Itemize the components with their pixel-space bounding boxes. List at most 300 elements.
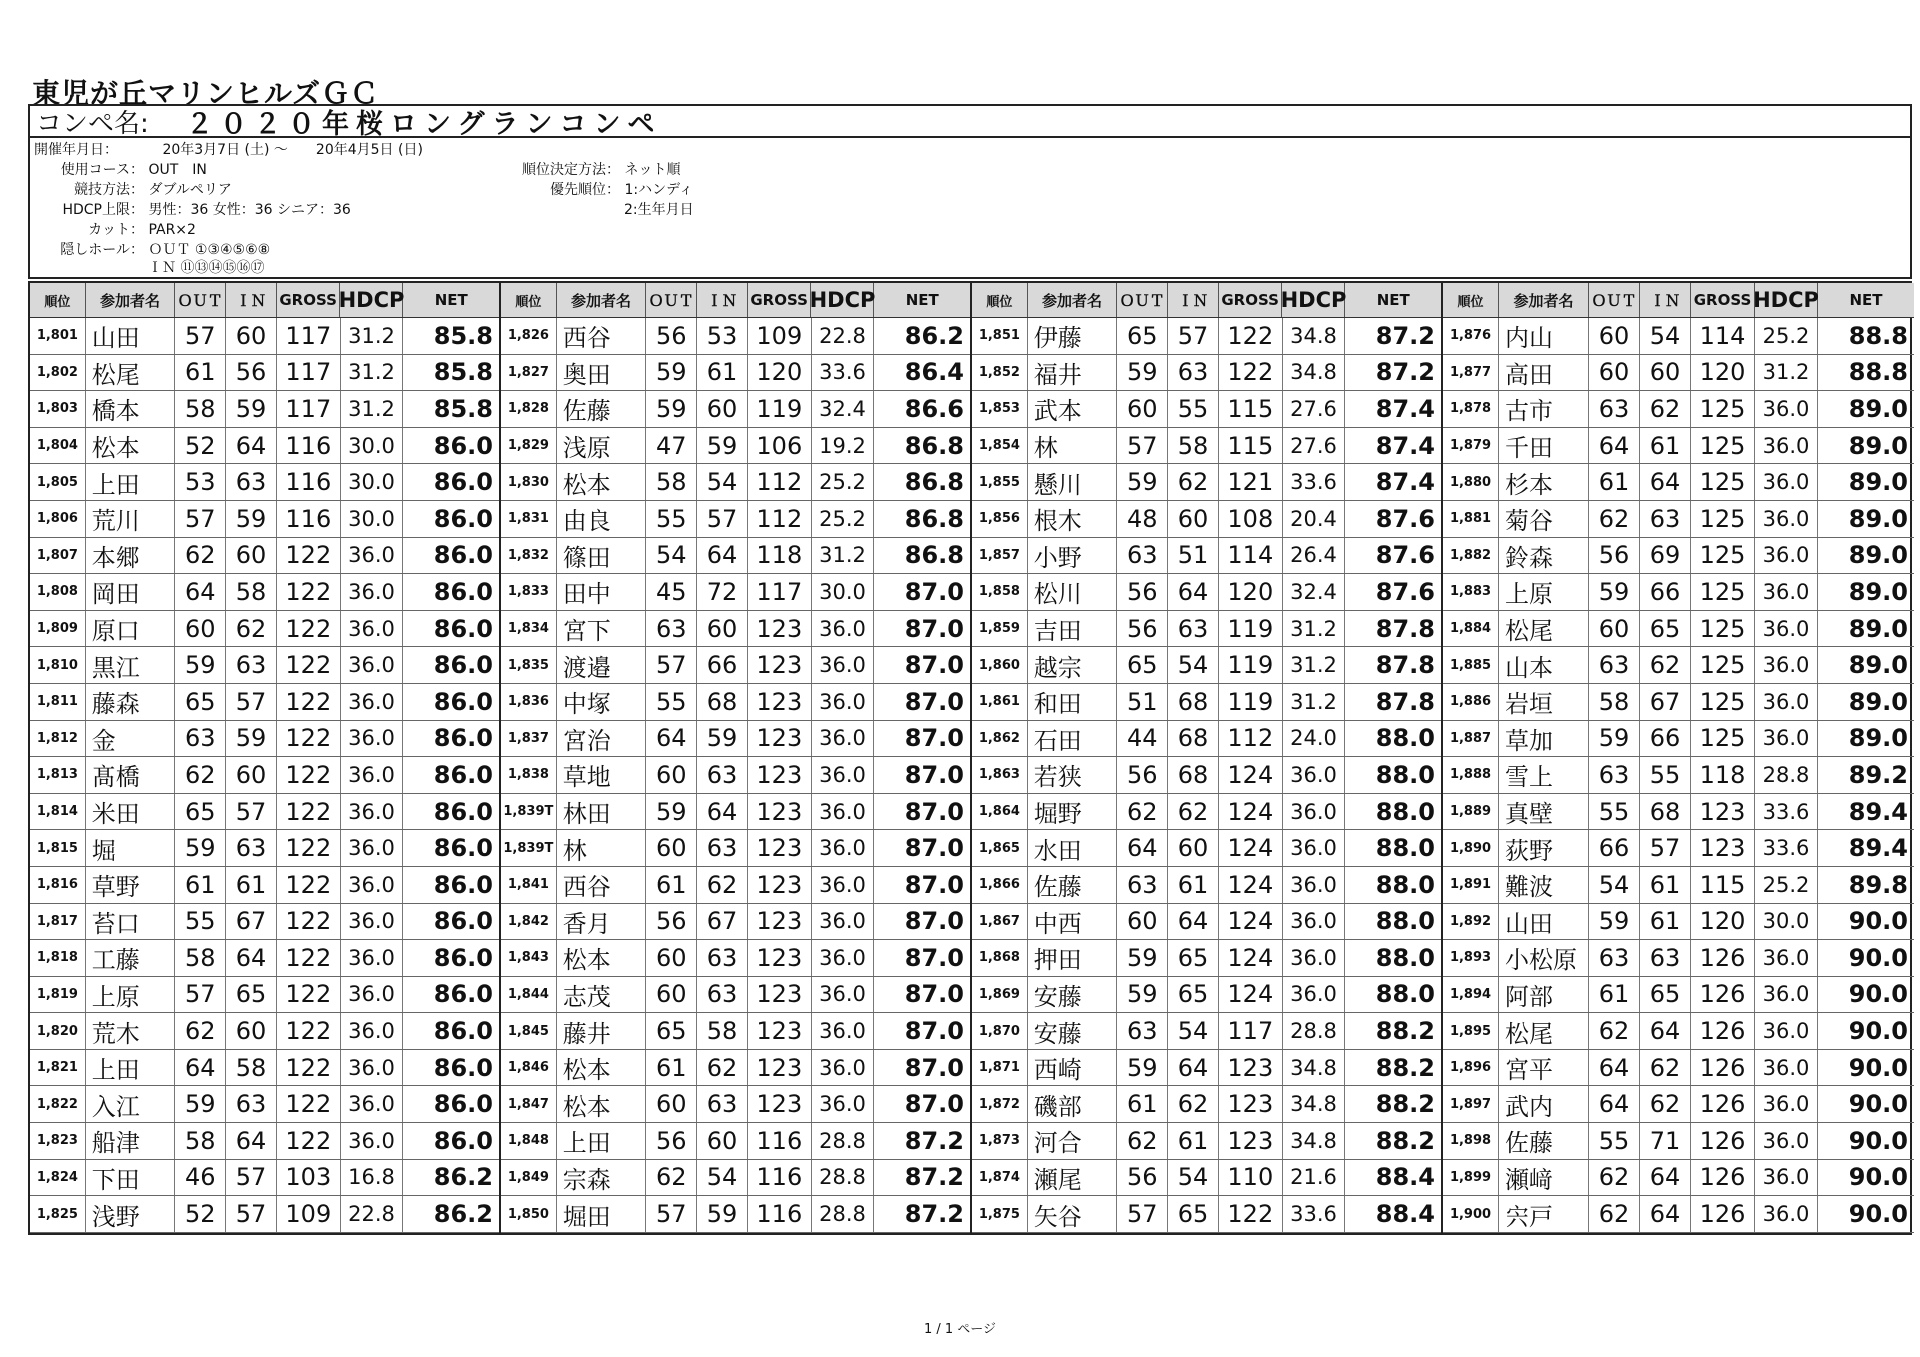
- cell-name: 小松原: [1499, 940, 1589, 976]
- cell-out: 56: [646, 904, 697, 940]
- table-row: [1443, 647, 1914, 684]
- cell-out: 65: [1117, 318, 1168, 354]
- cell-out: 62: [175, 538, 226, 574]
- cell-rank: 1,805: [30, 464, 86, 500]
- cell-net: 88.0: [1375, 724, 1435, 753]
- cell-gross: 119: [1219, 684, 1283, 720]
- cell-out: 59: [175, 647, 226, 683]
- table-row: [30, 501, 499, 538]
- cell-out: 63: [1589, 757, 1640, 793]
- cell-name: 安藤: [1028, 977, 1118, 1013]
- cell-gross: 117: [277, 318, 341, 354]
- table-row: [1443, 1013, 1914, 1050]
- cell-rank: 1,879: [1443, 428, 1499, 464]
- cell-net: 87.0: [904, 1017, 964, 1046]
- cell-name: 松尾: [1499, 611, 1589, 647]
- cell-gross: 123: [748, 1050, 812, 1086]
- cell-rank: 1,825: [30, 1196, 86, 1232]
- table-row: [30, 464, 499, 501]
- cell-out: 64: [1117, 830, 1168, 866]
- table-row: [501, 1013, 970, 1050]
- cell-rank: 1,835: [501, 647, 557, 683]
- cell-net: 88.0: [1375, 980, 1435, 1009]
- cell-hdcp: 36.0: [812, 940, 875, 976]
- cell-gross: 109: [748, 318, 812, 354]
- page-footer: 1 / 1 ページ: [923, 1322, 997, 1337]
- table-row: [30, 574, 499, 611]
- cell-in: 68: [1168, 757, 1219, 793]
- cell-out: 59: [175, 1086, 226, 1122]
- cell-rank: 1,851: [972, 318, 1028, 354]
- cell-rank: 1,862: [972, 721, 1028, 757]
- competition-name: ２０２０年桜ロングランコンペ: [186, 108, 662, 140]
- table-row: [1443, 501, 1914, 538]
- cell-hdcp: 24.0: [1283, 721, 1346, 757]
- cell-hdcp: 36.0: [812, 1086, 875, 1122]
- cell-out: 59: [1589, 574, 1640, 610]
- cell-hdcp: 36.0: [812, 830, 875, 866]
- cell-gross: 123: [748, 830, 812, 866]
- cell-gross: 126: [1691, 1050, 1755, 1086]
- cell-name: 岡田: [86, 574, 176, 610]
- cell-in: 59: [226, 501, 277, 537]
- cell-gross: 122: [1219, 318, 1283, 354]
- cell-hdcp: 36.0: [1755, 1050, 1818, 1086]
- cell-hdcp: 33.6: [1755, 794, 1818, 830]
- cell-out: 44: [1117, 721, 1168, 757]
- cell-net: 89.0: [1848, 541, 1908, 570]
- cell-out: 54: [1589, 867, 1640, 903]
- cell-name: 瀬﨑: [1499, 1160, 1589, 1196]
- cell-in: 65: [1640, 611, 1691, 647]
- cell-gross: 103: [277, 1160, 341, 1196]
- cell-out: 60: [646, 830, 697, 866]
- cell-rank: 1,887: [1443, 721, 1499, 757]
- table-row: [972, 1123, 1441, 1160]
- cell-out: 57: [175, 501, 226, 537]
- table-row: [1443, 830, 1914, 867]
- cell-net: 86.0: [433, 687, 493, 716]
- cell-hdcp: 31.2: [1755, 355, 1818, 391]
- header-net: NET: [1849, 291, 1883, 309]
- cell-gross: 126: [1691, 1086, 1755, 1122]
- cell-rank: 1,868: [972, 940, 1028, 976]
- table-row: [1443, 538, 1914, 575]
- cell-gross: 115: [1219, 428, 1283, 464]
- cell-net: 88.2: [1375, 1090, 1435, 1119]
- cell-name: 荒木: [86, 1013, 176, 1049]
- cell-hdcp: 36.0: [1755, 538, 1818, 574]
- cell-in: 60: [697, 391, 748, 427]
- cell-name: 若狭: [1028, 757, 1118, 793]
- cell-gross: 122: [277, 611, 341, 647]
- cell-rank: 1,826: [501, 318, 557, 354]
- cell-in: 54: [1640, 318, 1691, 354]
- hidden-label: 隠しホール：: [60, 242, 144, 258]
- cell-name: 福井: [1028, 355, 1118, 391]
- cell-gross: 112: [748, 464, 812, 500]
- table-row: [30, 428, 499, 465]
- priority-row: [470, 179, 693, 199]
- cell-rank: 1,892: [1443, 904, 1499, 940]
- cell-rank: 1,823: [30, 1123, 86, 1159]
- cell-in: 67: [226, 904, 277, 940]
- cell-out: 62: [1589, 1196, 1640, 1232]
- table-row: [972, 318, 1441, 355]
- cell-out: 57: [1117, 1196, 1168, 1232]
- header-name: 参加者名: [557, 283, 647, 317]
- table-row: [972, 391, 1441, 428]
- cell-hdcp: 28.8: [1755, 757, 1818, 793]
- cell-in: 57: [226, 794, 277, 830]
- cell-net: 87.2: [904, 1200, 964, 1229]
- cell-in: 60: [1168, 830, 1219, 866]
- cell-out: 60: [646, 977, 697, 1013]
- cell-in: 57: [1640, 830, 1691, 866]
- cell-in: 58: [226, 574, 277, 610]
- cell-net: 86.0: [433, 907, 493, 936]
- cell-name: 荻野: [1499, 830, 1589, 866]
- cell-hdcp: 33.6: [1283, 1196, 1346, 1232]
- cell-rank: 1,824: [30, 1160, 86, 1196]
- cell-net: 88.0: [1375, 797, 1435, 826]
- cell-hdcp: 28.8: [812, 1196, 875, 1232]
- cell-gross: 120: [1691, 355, 1755, 391]
- cell-name: 高田: [1499, 355, 1589, 391]
- cell-out: 60: [1589, 611, 1640, 647]
- course-label: 使用コース：: [60, 162, 144, 178]
- cell-hdcp: 36.0: [812, 1050, 875, 1086]
- table-row: [1443, 977, 1914, 1014]
- cell-name: 宮平: [1499, 1050, 1589, 1086]
- cell-net: 86.0: [433, 943, 493, 972]
- cell-in: 63: [1640, 501, 1691, 537]
- cell-rank: 1,870: [972, 1013, 1028, 1049]
- dates-row: [34, 139, 423, 159]
- cell-net: 85.8: [433, 358, 493, 387]
- cell-rank: 1,812: [30, 721, 86, 757]
- header-name: 参加者名: [1028, 283, 1118, 317]
- cell-in: 57: [1168, 318, 1219, 354]
- cell-name: 堀野: [1028, 794, 1118, 830]
- competition-box: [28, 104, 1912, 138]
- header-row: [1443, 283, 1914, 318]
- cell-gross: 116: [748, 1160, 812, 1196]
- cell-out: 57: [646, 647, 697, 683]
- cell-in: 63: [697, 757, 748, 793]
- cell-in: 61: [226, 867, 277, 903]
- cell-hdcp: 36.0: [812, 757, 875, 793]
- cell-rank: 1,897: [1443, 1086, 1499, 1122]
- cell-gross: 125: [1691, 464, 1755, 500]
- table-row: [501, 611, 970, 648]
- cell-name: 奥田: [557, 355, 647, 391]
- cell-hdcp: 36.0: [1755, 501, 1818, 537]
- cell-out: 59: [646, 355, 697, 391]
- cell-in: 59: [697, 1196, 748, 1232]
- table-row: [972, 574, 1441, 611]
- cell-in: 64: [1168, 1050, 1219, 1086]
- cell-gross: 122: [277, 1013, 341, 1049]
- cell-name: 杉本: [1499, 464, 1589, 500]
- cell-rank: 1,864: [972, 794, 1028, 830]
- cell-hdcp: 36.0: [812, 867, 875, 903]
- cell-hdcp: 31.2: [1283, 611, 1346, 647]
- cell-name: 上原: [86, 977, 176, 1013]
- cell-name: 瀬尾: [1028, 1160, 1118, 1196]
- cell-rank: 1,845: [501, 1013, 557, 1049]
- cell-out: 59: [1117, 355, 1168, 391]
- cell-net: 86.8: [904, 431, 964, 460]
- cell-out: 61: [1589, 464, 1640, 500]
- cell-hdcp: 22.8: [341, 1196, 404, 1232]
- cell-hdcp: 36.0: [1755, 1086, 1818, 1122]
- cell-net: 87.0: [904, 943, 964, 972]
- cell-net: 89.0: [1848, 577, 1908, 606]
- cell-gross: 123: [1219, 1050, 1283, 1086]
- cell-out: 61: [646, 1050, 697, 1086]
- cell-out: 64: [175, 1050, 226, 1086]
- cell-hdcp: 36.0: [1283, 757, 1346, 793]
- cell-hdcp: 36.0: [1755, 684, 1818, 720]
- cell-out: 57: [646, 1196, 697, 1232]
- cell-out: 56: [646, 1123, 697, 1159]
- cell-rank: 1,842: [501, 904, 557, 940]
- hidden-out-row: [34, 239, 270, 259]
- cell-net: 87.0: [904, 577, 964, 606]
- cell-out: 66: [1589, 830, 1640, 866]
- cell-name: 武内: [1499, 1086, 1589, 1122]
- cell-in: 68: [1640, 794, 1691, 830]
- cell-out: 64: [1589, 1086, 1640, 1122]
- cell-out: 60: [646, 1086, 697, 1122]
- cell-name: 小野: [1028, 538, 1118, 574]
- cell-gross: 123: [748, 940, 812, 976]
- cell-hdcp: 32.4: [1283, 574, 1346, 610]
- cell-out: 62: [175, 757, 226, 793]
- cell-rank: 1,856: [972, 501, 1028, 537]
- cell-net: 86.8: [904, 468, 964, 497]
- cell-out: 56: [1589, 538, 1640, 574]
- cell-hdcp: 34.8: [1283, 318, 1346, 354]
- cell-gross: 123: [1219, 1123, 1283, 1159]
- cell-name: 和田: [1028, 684, 1118, 720]
- cell-rank: 1,846: [501, 1050, 557, 1086]
- cell-out: 56: [646, 318, 697, 354]
- cell-rank: 1,865: [972, 830, 1028, 866]
- cell-name: 矢谷: [1028, 1196, 1118, 1232]
- cell-gross: 125: [1691, 647, 1755, 683]
- cell-rank: 1,854: [972, 428, 1028, 464]
- cell-net: 86.0: [433, 614, 493, 643]
- cell-name: 林: [557, 830, 647, 866]
- cell-rank: 1,832: [501, 538, 557, 574]
- cell-out: 61: [175, 867, 226, 903]
- cell-in: 62: [226, 611, 277, 647]
- cell-net: 87.6: [1375, 504, 1435, 533]
- cell-hdcp: 32.4: [812, 391, 875, 427]
- cell-rank: 1,866: [972, 867, 1028, 903]
- cell-net: 87.0: [904, 1053, 964, 1082]
- cell-hdcp: 36.0: [1755, 647, 1818, 683]
- cell-name: 佐藤: [1028, 867, 1118, 903]
- course-row: [34, 159, 207, 179]
- cell-name: 藤森: [86, 684, 176, 720]
- cell-in: 61: [697, 355, 748, 391]
- cell-hdcp: 30.0: [341, 464, 404, 500]
- cell-gross: 119: [1219, 647, 1283, 683]
- cell-hdcp: 27.6: [1283, 428, 1346, 464]
- table-row: [1443, 355, 1914, 392]
- cell-gross: 122: [277, 1123, 341, 1159]
- header-net: NET: [1376, 291, 1410, 309]
- cell-gross: 122: [277, 940, 341, 976]
- cell-rank: 1,836: [501, 684, 557, 720]
- cell-out: 51: [1117, 684, 1168, 720]
- table-row: [972, 538, 1441, 575]
- cell-hdcp: 19.2: [812, 428, 875, 464]
- results-block: [30, 283, 501, 1233]
- cell-gross: 116: [277, 464, 341, 500]
- table-row: [30, 391, 499, 428]
- cell-name: 松本: [557, 464, 647, 500]
- cell-out: 55: [646, 501, 697, 537]
- cell-rank: 1,881: [1443, 501, 1499, 537]
- header-rank: 順位: [30, 283, 86, 317]
- table-row: [501, 428, 970, 465]
- table-row: [30, 611, 499, 648]
- cell-name: 松本: [86, 428, 176, 464]
- cell-net: 89.0: [1848, 468, 1908, 497]
- cell-name: 菊谷: [1499, 501, 1589, 537]
- cell-out: 54: [646, 538, 697, 574]
- cell-name: 松本: [557, 940, 647, 976]
- cell-net: 86.6: [904, 394, 964, 423]
- cell-rank: 1,863: [972, 757, 1028, 793]
- cell-gross: 116: [277, 501, 341, 537]
- cell-name: 武本: [1028, 391, 1118, 427]
- cell-hdcp: 36.0: [341, 611, 404, 647]
- cell-gross: 123: [748, 721, 812, 757]
- cell-name: 山本: [1499, 647, 1589, 683]
- cell-rank: 1,900: [1443, 1196, 1499, 1232]
- cell-net: 86.8: [904, 504, 964, 533]
- cell-hdcp: 36.0: [341, 830, 404, 866]
- cell-in: 63: [697, 940, 748, 976]
- table-row: [501, 538, 970, 575]
- cell-gross: 122: [277, 684, 341, 720]
- cell-hdcp: 16.8: [341, 1160, 404, 1196]
- course-value: OUT IN: [148, 162, 207, 178]
- table-row: [972, 1050, 1441, 1087]
- cell-rank: 1,814: [30, 794, 86, 830]
- cell-gross: 119: [748, 391, 812, 427]
- cell-net: 88.0: [1375, 943, 1435, 972]
- cell-net: 88.0: [1375, 907, 1435, 936]
- table-row: [501, 1086, 970, 1123]
- cell-in: 64: [1640, 1160, 1691, 1196]
- cell-out: 60: [646, 940, 697, 976]
- cell-in: 71: [1640, 1123, 1691, 1159]
- cell-gross: 124: [1219, 867, 1283, 903]
- table-row: [1443, 391, 1914, 428]
- cell-out: 62: [175, 1013, 226, 1049]
- cell-out: 57: [1117, 428, 1168, 464]
- cell-in: 64: [1640, 464, 1691, 500]
- table-row: [30, 684, 499, 721]
- cell-out: 62: [1117, 794, 1168, 830]
- cell-out: 63: [175, 721, 226, 757]
- cell-in: 59: [697, 428, 748, 464]
- method-row: [34, 179, 232, 199]
- cell-name: 苔口: [86, 904, 176, 940]
- cell-in: 61: [1168, 867, 1219, 903]
- cell-hdcp: 36.0: [812, 904, 875, 940]
- cell-hdcp: 25.2: [1755, 318, 1818, 354]
- cell-net: 86.0: [433, 651, 493, 680]
- cell-name: 草地: [557, 757, 647, 793]
- cell-gross: 123: [748, 757, 812, 793]
- cell-in: 65: [1640, 977, 1691, 1013]
- cell-in: 53: [697, 318, 748, 354]
- cell-name: 上田: [86, 464, 176, 500]
- cell-net: 86.8: [904, 541, 964, 570]
- cell-out: 56: [1117, 574, 1168, 610]
- table-row: [972, 684, 1441, 721]
- cell-net: 86.0: [433, 1090, 493, 1119]
- cell-hdcp: 36.0: [341, 647, 404, 683]
- cell-in: 62: [1168, 464, 1219, 500]
- cell-hdcp: 36.0: [341, 940, 404, 976]
- cell-name: 田中: [557, 574, 647, 610]
- cell-hdcp: 25.2: [1755, 867, 1818, 903]
- cell-rank: 1,872: [972, 1086, 1028, 1122]
- cell-gross: 125: [1691, 538, 1755, 574]
- cell-out: 60: [646, 757, 697, 793]
- cell-name: 堀: [86, 830, 176, 866]
- table-row: [30, 830, 499, 867]
- cell-net: 87.0: [904, 1090, 964, 1119]
- cell-out: 65: [175, 684, 226, 720]
- cell-name: 佐藤: [557, 391, 647, 427]
- cell-in: 63: [1640, 940, 1691, 976]
- table-row: [501, 721, 970, 758]
- cell-name: 渡邉: [557, 647, 647, 683]
- cell-in: 63: [697, 830, 748, 866]
- cell-name: 髙橋: [86, 757, 176, 793]
- cell-net: 89.0: [1848, 504, 1908, 533]
- cell-rank: 1,837: [501, 721, 557, 757]
- cell-out: 46: [175, 1160, 226, 1196]
- cell-gross: 123: [748, 794, 812, 830]
- cell-out: 55: [1589, 1123, 1640, 1159]
- cell-hdcp: 36.0: [341, 1050, 404, 1086]
- cell-net: 87.0: [904, 724, 964, 753]
- table-row: [972, 611, 1441, 648]
- cell-hdcp: 36.0: [812, 611, 875, 647]
- cell-net: 86.0: [433, 797, 493, 826]
- cell-hdcp: 27.6: [1283, 391, 1346, 427]
- cell-hdcp: 30.0: [812, 574, 875, 610]
- table-row: [501, 647, 970, 684]
- cell-in: 60: [1168, 501, 1219, 537]
- cell-name: 西谷: [557, 867, 647, 903]
- cell-hdcp: 36.0: [1283, 867, 1346, 903]
- cell-name: 真壁: [1499, 794, 1589, 830]
- cell-rank: 1,813: [30, 757, 86, 793]
- cell-gross: 125: [1691, 611, 1755, 647]
- cell-hdcp: 36.0: [341, 721, 404, 757]
